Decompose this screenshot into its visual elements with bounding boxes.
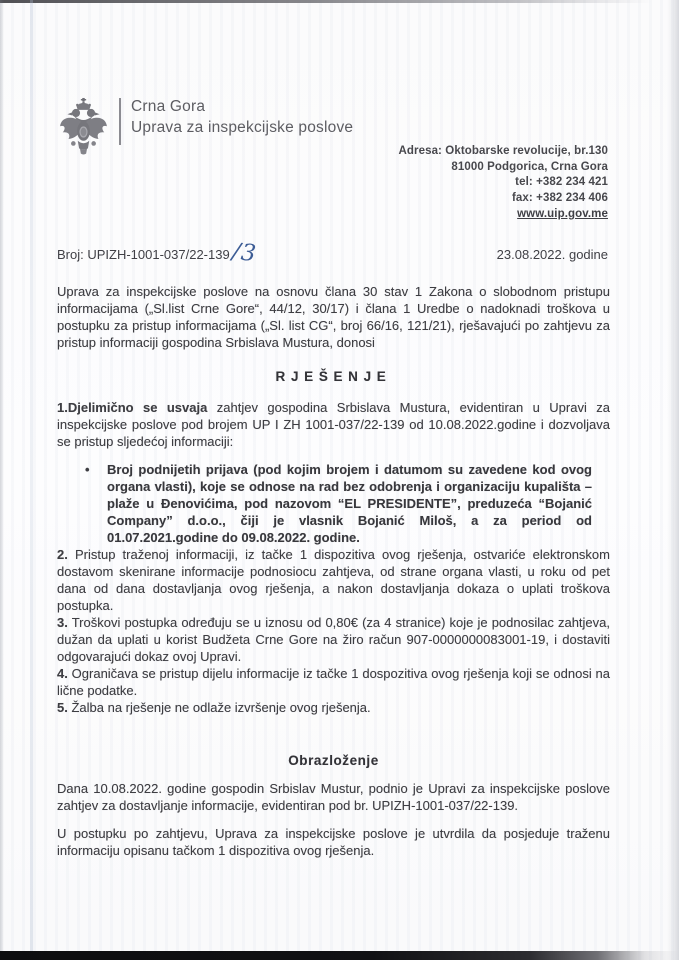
decision-item-2-lead: 2. xyxy=(57,547,68,562)
reference-row xyxy=(57,238,608,268)
scan-top-edge xyxy=(0,0,679,3)
decision-item-4 xyxy=(57,665,610,699)
scan-bottom-edge xyxy=(0,951,679,960)
website-link: www.uip.gov.me xyxy=(517,208,608,220)
decision-bullet-item xyxy=(85,461,610,546)
decision-item-3 xyxy=(57,614,610,665)
letterhead-divider xyxy=(119,98,121,145)
bullet-marker-icon: • xyxy=(85,462,90,477)
decision-item-4-lead: 4. xyxy=(57,666,68,681)
decision-bullet-text: Broj podnijetih prijava (pod kojim brojem i datumom su zavedene kod ovog organa vlasti), koje se odnose na rad bez odobrenja i organizaciju kupališta – plaže u Đenovićima, pod nazovom “EL PRESIDENTE”, preduzeća “Bojanić Company” d.o.o., čiji je vlasnik Bojanić Miloš, a za period od 01.07.2021.godine do 09.08.2022. godine. xyxy=(107,462,592,545)
contact-fax: fax: +382 234 406 xyxy=(511,191,608,204)
document-date: 23.08.2022. godine xyxy=(496,247,608,262)
handwritten-annotation: /3 xyxy=(230,238,258,268)
decision-item-5-text: Žalba na rješenje ne odlaže izvršenje ovog rješenja. xyxy=(67,700,371,715)
contact-tel: tel: +382 234 421 xyxy=(515,176,608,188)
reference-number: Broj: UPIZH-1001-037/22-139 xyxy=(57,247,230,262)
letterhead xyxy=(57,96,353,160)
intro-paragraph: Uprava za inspekcijske poslove na osnovu člana 30 stav 1 Zakona o slobodnom pristupu informacijama („Sl.list Crne Gore“, 44/12, 30/17) i člana 1 Uredbe o nadoknadi troškova u postupku za pristup informacijama („Sl. list CG“, broj 66/16, 121/21), rješavajući po zahtjevu za pristup informaciji gospodina Srbislava Mustura, donosi xyxy=(57,284,610,350)
rationale-section xyxy=(57,752,610,859)
rationale-paragraph-1: Dana 10.08.2022. godine gospodin Srbislav Mustur, podnio je Upravi za inspekcijske poslove zahtjev za dostavljanje informacije, evidentiran pod br. UPIZH-1001-037/22-139. xyxy=(57,781,610,813)
decision-item-3-text: Troškovi postupka određuju se u iznosu od 0,80€ (za 4 stranice) koje je podnosilac zahtjeva, dužan da uplati u korist Budžeta Crne Gore na žiro račun 907-0000000083001-19, i dostaviti odgovarajući dokaz ovoj Upravi. xyxy=(57,615,610,664)
decision-item-2-text: Pristup traženoj informaciji, iz tačke 1 dispozitiva ovog rješenja, ostvariće elektronskom dostavom skenirane informacije podnosiocu zahtjeva, od strane organa vlasti, u roku od pet dana od dana dostavljanja ovog rješenja, a nakon dostavljanja dokaza o uplati troškova postupka. xyxy=(57,547,610,613)
decision-item-1-lead: 1.Djelimično se usvaja xyxy=(57,400,208,415)
decision-item-3-lead: 3. xyxy=(57,615,68,630)
decision-item-4-text: Ograničava se pristup dijelu informacije iz tačke 1 dospozitiva ovog rješenja koji se odnosi na lične podatke. xyxy=(57,666,610,698)
decision-item-5-lead: 5. xyxy=(57,700,68,715)
decision-item-1-text: zahtjev gospodina Srbislava Mustura, evidentiran u Upravi za inspekcijske poslove pod brojem UP I ZH 1001-037/22-139 od 10.08.2022.godine i dozvoljava se pristup sljedećoj informaciji: xyxy=(57,400,610,449)
rationale-paragraph-2: U postupku po zahtjevu, Uprava za inspekcijske poslove je utvrdila da posjeduje traženu informaciju opisanu tačkom 1 dispozitiva ovog rješenja. xyxy=(57,826,610,858)
decision-item-5 xyxy=(57,699,610,716)
rationale-heading: Obrazloženje xyxy=(288,753,379,768)
decision-heading: RJEŠENJE xyxy=(275,369,392,384)
scan-left-streak xyxy=(30,0,33,960)
decision-item-2 xyxy=(57,546,610,614)
scan-right-shade xyxy=(667,0,679,960)
contact-address-line2: 81000 Podgorica, Crna Gora xyxy=(451,160,608,173)
letterhead-agency: Uprava za inspekcijske poslove xyxy=(131,119,354,136)
montenegro-coat-of-arms-icon xyxy=(57,96,110,160)
scan-left-shade xyxy=(0,0,4,960)
decision-item-1 xyxy=(57,399,610,450)
contact-address-line1: Adresa: Oktobarske revolucije, br.130 xyxy=(398,145,608,157)
document-body xyxy=(57,283,610,859)
letterhead-country: Crna Gora xyxy=(131,98,206,115)
contact-block xyxy=(398,144,608,223)
